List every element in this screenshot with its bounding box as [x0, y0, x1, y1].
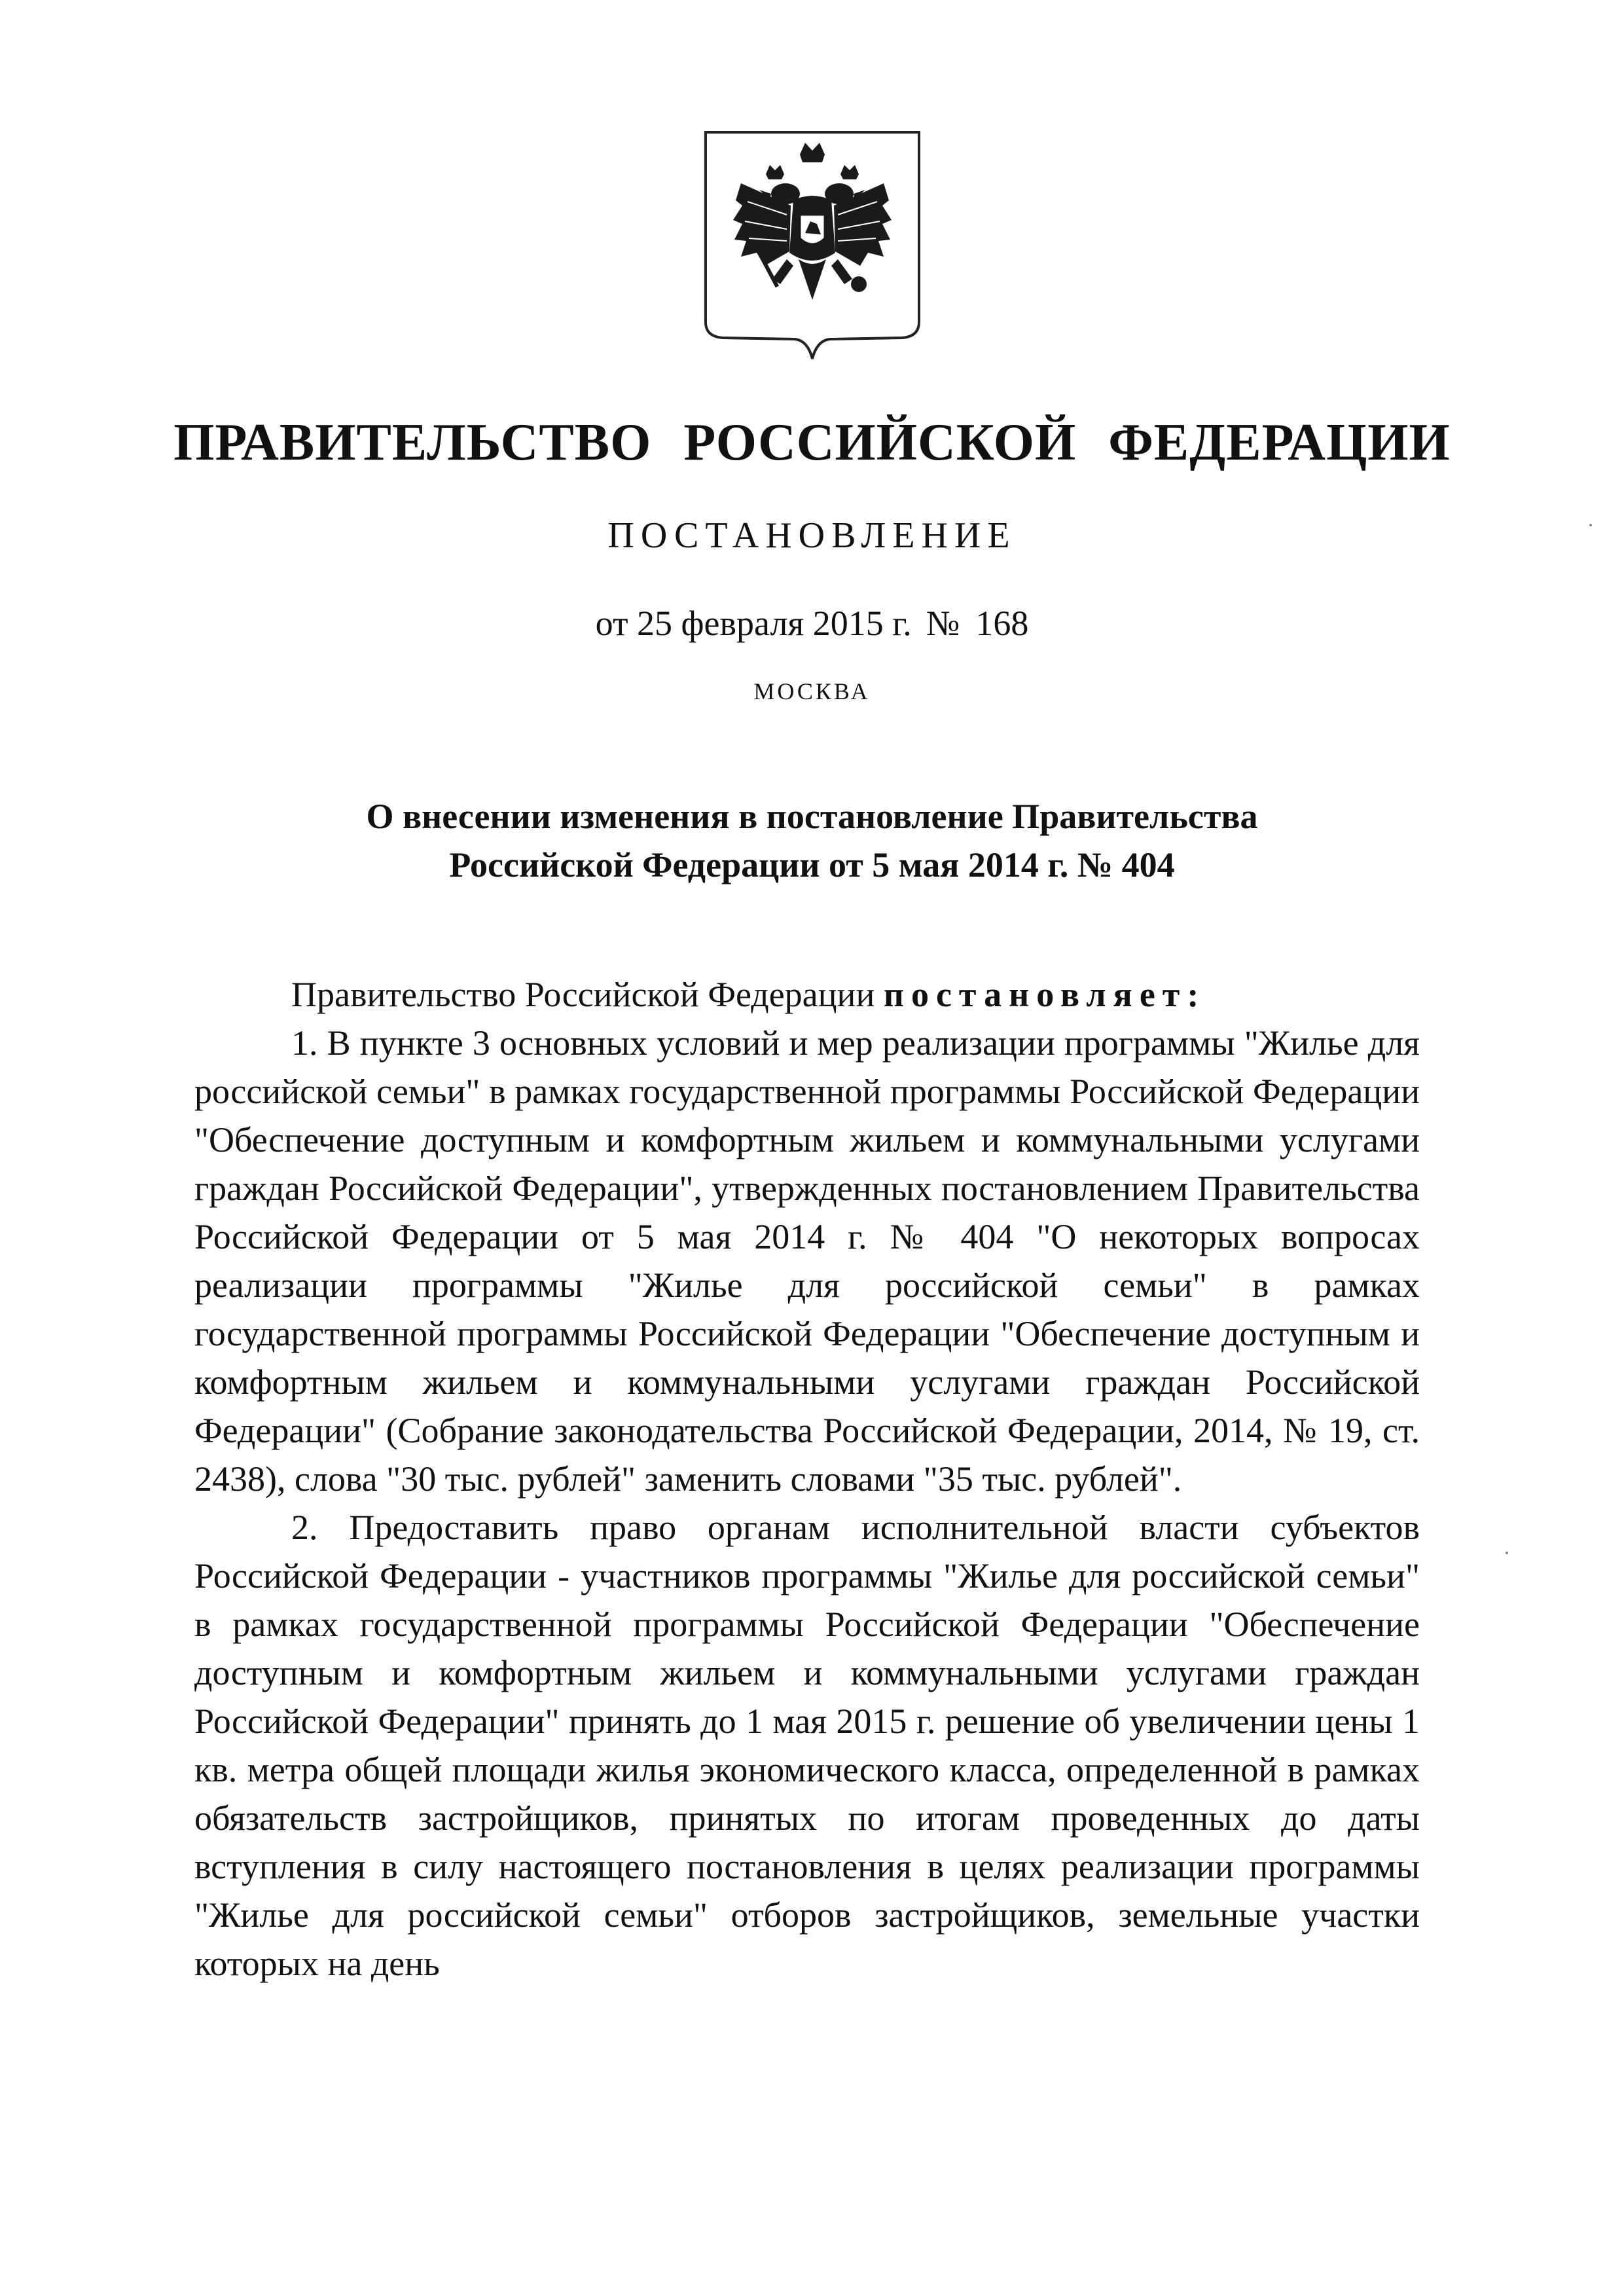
document-type: ПОСТАНОВЛЕНИЕ [607, 515, 1017, 556]
government-title: ПРАВИТЕЛЬСТВО РОССИЙСКОЙ ФЕДЕРАЦИИ [173, 414, 1451, 471]
coat-of-arms-emblem [702, 128, 923, 363]
scan-speck [1506, 1552, 1508, 1554]
subject-line-1: О внесении изменения в постановление Правительства [366, 797, 1258, 836]
preamble-verb: постановляет: [883, 975, 1206, 1014]
subject-line-2: Российской Федерации от 5 мая 2014 г. № 404 [449, 845, 1175, 884]
document-body [194, 970, 1420, 1988]
preamble-lead: Правительство Российской Федерации [291, 975, 875, 1014]
paragraph-1: 1. В пункте 3 основных условий и мер реализации программы "Жилье для российской семьи" в рамках государственной программы Российской Федерации "Обеспечение доступным и комфортным жильем и коммунальными услугами граждан Российской Федерации", утвержденных постановлением Правительства Российской Федерации от 5 мая 2014 г. № 404 "О некоторых вопросах реализации программы "Жилье для российской семьи" в рамках государственной программы Российской Федерации "Обеспечение доступным и комфортным жильем и коммунальными услугами граждан Российской Федерации" (Собрание законодательства Российской Федерации, 2014, № 19, ст. 2438), слова "30 тыс. рублей" заменить словами "35 тыс. рублей". [194, 1023, 1420, 1499]
russian-coat-of-arms-icon [702, 128, 923, 363]
document-date: от 25 февраля 2015 г. [595, 604, 912, 643]
number-sign: № [926, 604, 960, 643]
preamble [194, 970, 1420, 1019]
document-subject [0, 792, 1624, 889]
paragraph-2: 2. Предоставить право органам исполнительной власти субъектов Российской Федерации - участников программы "Жилье для российской семьи" в рамках государственной программы Российской Федерации "Обеспечение доступным и комфортным жильем и коммунальными услугами граждан Российской Федерации" принять до 1 мая 2015 г. решение об увеличении цены 1 кв. метра общей площади жилья экономического класса, определенной в рамках обязательств застройщиков, принятых по итогам проведенных до даты вступления в силу настоящего постановления в целях реализации программы "Жилье для российской семьи" отборов застройщиков, земельные участки которых на день [194, 1508, 1420, 1983]
issuing-city: МОСКВА [753, 678, 871, 704]
document-date-number [0, 606, 1624, 641]
document-number: 168 [975, 604, 1029, 643]
scan-speck [1589, 524, 1592, 526]
